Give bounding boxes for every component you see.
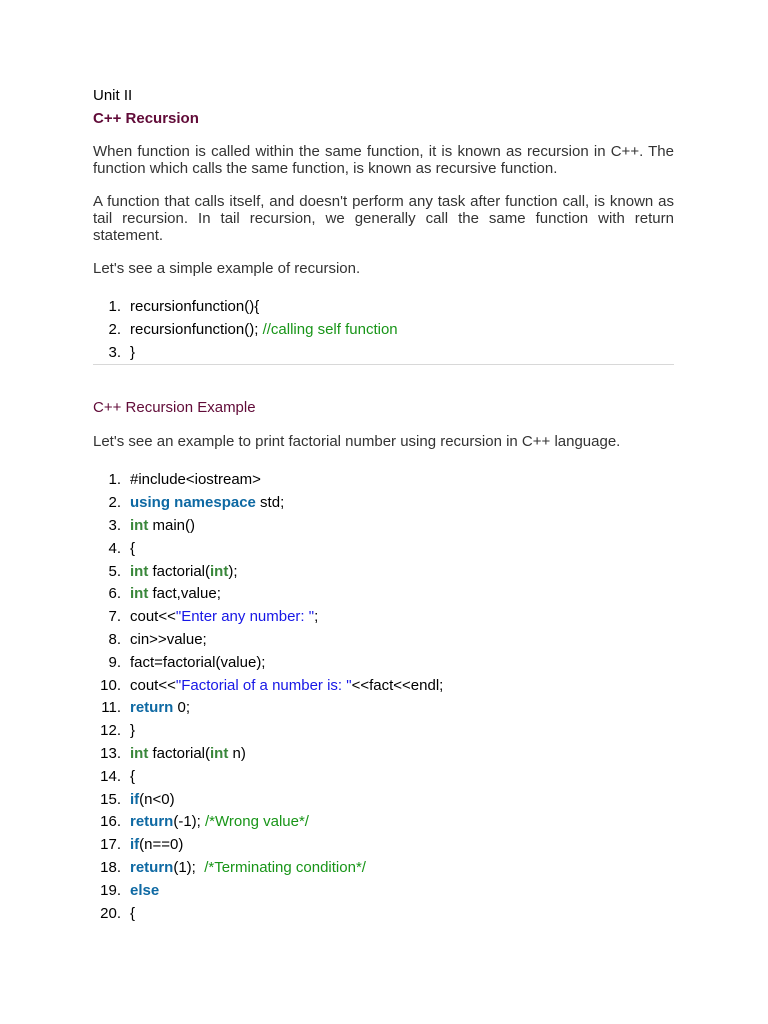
code-token: cout<< [130,676,176,694]
code-text [130,766,135,789]
line-number: 8. [108,630,121,648]
code-text [130,675,443,698]
code-text [130,515,195,538]
code-text [130,583,221,606]
code-token: #include<iostream> [130,471,261,489]
code-text [130,561,238,584]
line-number: 14. [100,767,121,785]
line-number: 18. [100,858,121,876]
intro-paragraph: When function is called within the same function, it is known as recursion in C++. The function which calls the same function, is known as recursive function. [93,143,674,177]
code-keyword: using namespace [130,494,256,512]
code-token: factorial( [148,562,211,580]
code-token: recursionfunction(){ [130,298,260,315]
code-token: recursionfunction(); [130,320,263,338]
example-title: C++ Recursion Example [93,399,256,417]
line-number: 17. [100,836,121,854]
code-keyword: int [130,562,149,580]
line-number: 20. [100,904,121,922]
code-line [93,538,674,561]
code-line [93,606,674,629]
code-token: 0; [173,699,191,717]
code-keyword: if [130,836,140,854]
code-keyword: return [130,813,174,831]
code-text [130,319,398,342]
code-text [130,720,135,743]
line-number: 16. [100,813,121,831]
code-text [130,903,135,926]
tail-recursion-paragraph: A function that calls itself, and doesn't perform any task after function call, is known as tail recursion. In tail recursion, we generally call the same function with return statement. [93,193,674,244]
code-line [93,880,674,903]
code-line [93,903,674,926]
code-keyword: int [210,562,229,580]
code-text [130,296,259,319]
line-number: 5. [108,562,121,580]
code-comment: /*Wrong value*/ [205,813,309,831]
code-text [130,743,246,766]
code-line [93,492,674,515]
code-line [93,342,674,365]
code-string: "Enter any number: " [175,608,315,626]
section-title: C++ Recursion [93,110,199,127]
line-number: 13. [100,744,121,762]
code-token: factorial( [148,744,211,762]
code-token: { [130,767,136,785]
code-line [93,811,674,834]
code-text [130,811,309,834]
line-number: 2. [108,494,121,512]
code-keyword: if [130,790,140,808]
line-number: 3. [108,516,121,534]
code-text [130,834,183,857]
code-text [130,469,261,492]
code-token: ); [228,562,238,580]
code-token: { [130,539,136,557]
line-number: 6. [108,585,121,603]
code-token: main() [148,516,195,534]
code-token: n) [228,744,246,762]
code-token: (n==0) [139,836,184,854]
code-line [93,652,674,675]
code-line [93,561,674,584]
unit-label: Unit II [93,87,133,104]
code-line [93,834,674,857]
code-keyword: int [130,585,149,603]
code-string: "Factorial of a number is: " [175,676,352,694]
code-token: cin>>value; [130,630,207,648]
line-number: 2. [108,320,121,338]
code-token: std; [255,494,285,512]
line-number: 10. [100,676,121,694]
line-number: 3. [108,343,121,361]
code-line [93,469,674,492]
code-line [93,766,674,789]
code-keyword: int [130,744,149,762]
code-text [130,697,190,720]
line-number: 1. [108,471,121,489]
code-token: } [130,343,136,361]
code-keyword: int [210,744,229,762]
code-token: (n<0) [139,790,175,808]
code-text [130,857,366,880]
line-number: 9. [108,653,121,671]
document-page [93,86,674,925]
code-line [93,857,674,880]
code-line [93,697,674,720]
code-token: } [130,722,136,740]
line-number: 15. [100,790,121,808]
code-token: (1); [173,858,205,876]
code-text [130,606,318,629]
code-token: <<fact<<endl; [351,676,444,694]
code-text [130,342,135,365]
example-intro: Let's see an example to print factorial number using recursion in C++ language. [93,433,621,451]
code-keyword: else [130,881,160,899]
code-line [93,743,674,766]
line-number: 19. [100,881,121,899]
code-comment: //calling self function [262,320,398,338]
code-line [93,319,674,342]
code-token: cout<< [130,608,176,626]
code-text [130,789,175,812]
code-keyword: int [130,516,149,534]
line-number: 4. [108,539,121,557]
code-line [93,675,674,698]
line-number: 11. [101,699,121,717]
simple-code-listing [93,296,674,364]
code-line [93,583,674,606]
code-text [130,880,159,903]
code-token: ; [314,608,319,626]
code-line [93,720,674,743]
code-text [130,492,284,515]
code-token: fact=factorial(value); [130,653,266,671]
code-text [130,652,265,675]
code-line [93,789,674,812]
factorial-code-listing [93,469,674,925]
code-line [93,629,674,652]
code-line [93,515,674,538]
simple-example-intro: Let's see a simple example of recursion. [93,260,361,277]
code-token: fact,value; [148,585,221,603]
code-keyword: return [130,699,174,717]
divider [93,364,674,365]
line-number: 1. [108,298,121,315]
code-text [130,629,207,652]
code-line [93,296,674,319]
line-number: 7. [108,608,121,626]
code-comment: /*Terminating condition*/ [204,858,366,876]
code-text [130,538,135,561]
line-number: 12. [100,722,121,740]
code-token: (-1); [173,813,206,831]
code-token: { [130,904,136,922]
code-keyword: return [130,858,174,876]
